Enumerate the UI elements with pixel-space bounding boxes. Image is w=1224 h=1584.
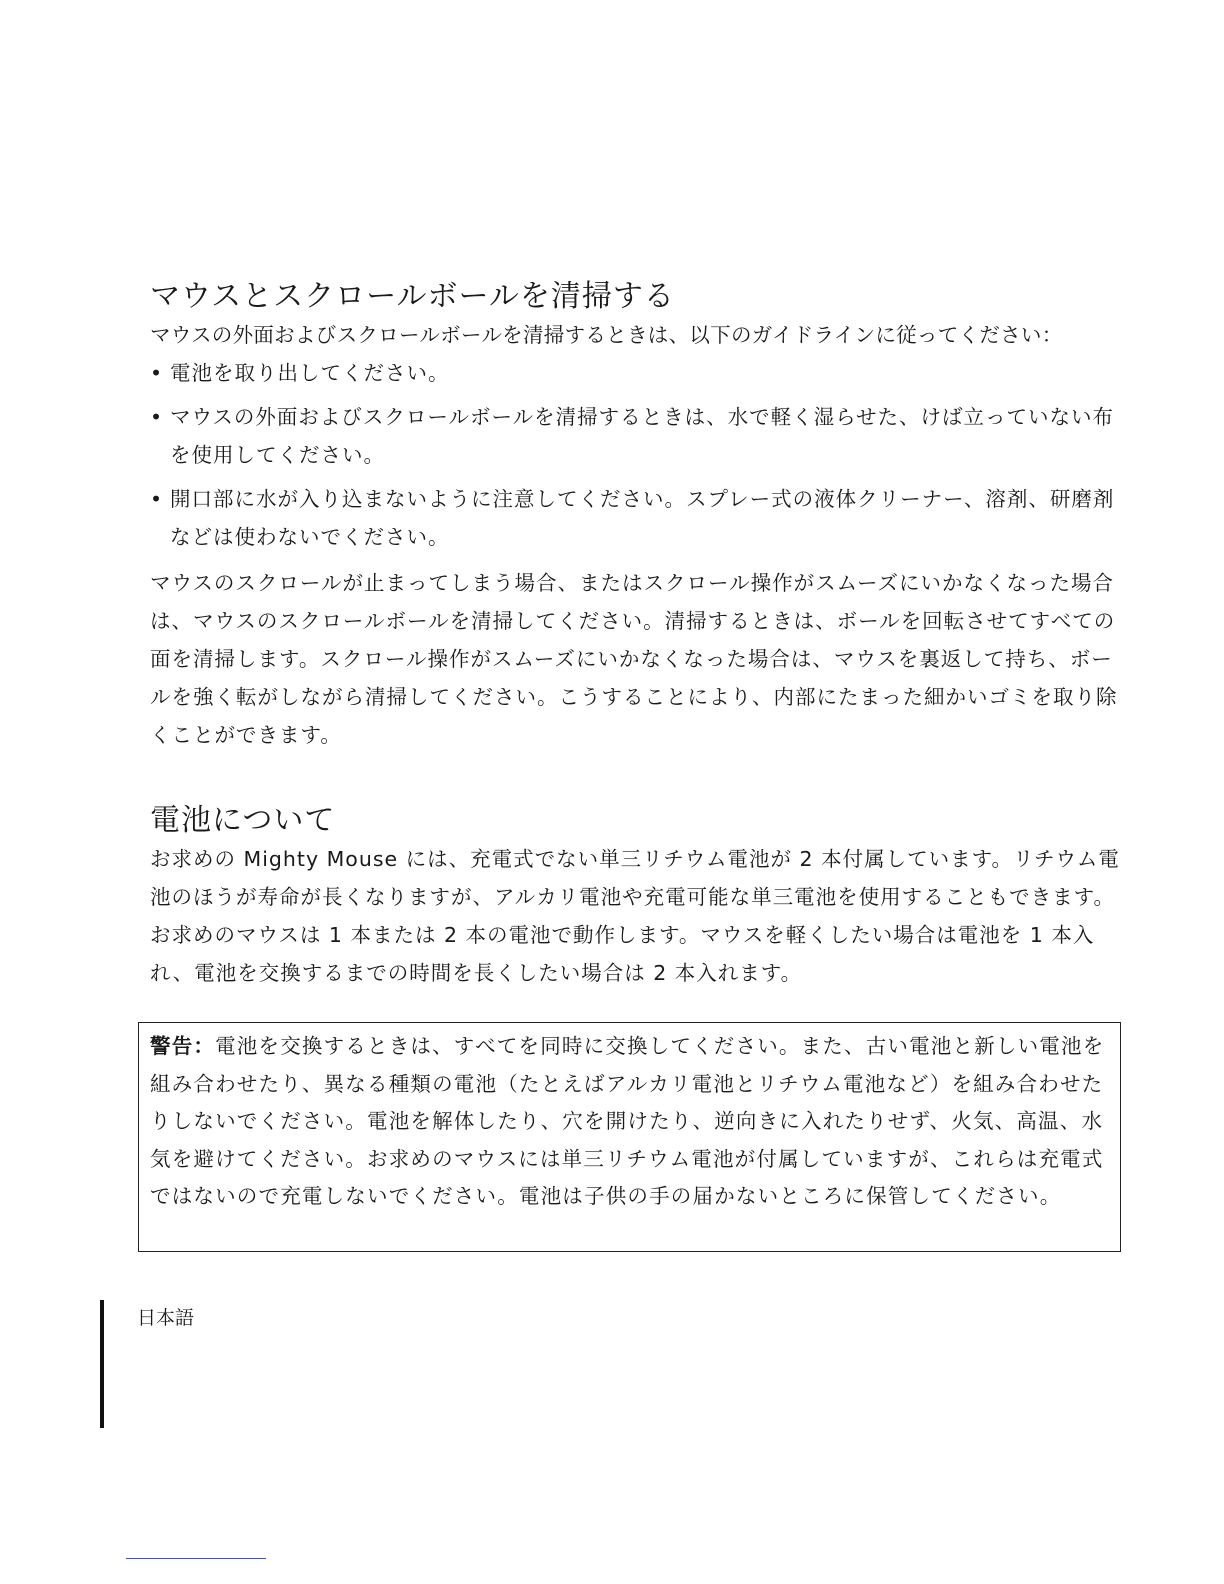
cleaning-guidelines-list <box>150 354 1125 556</box>
list-item <box>150 398 1125 474</box>
battery-paragraph: お求めの Mighty Mouse には、充電式でない単三リチウム電池が 2 本付属しています。リチウム電池のほうが寿命が長くなりますが、アルカリ電池や充電可能な単三電池を使用することもできます。お求めのマウスは 1 本または 2 本の電池で動作します。マウスを軽くしたい場合は電池を 1 本入れ、電池を交換するまでの時間を長くしたい場合は 2 本入れます。 <box>150 847 1120 985</box>
warning-text-block <box>150 1028 1108 1216</box>
footer-margin-bar <box>100 1300 104 1428</box>
cleaning-paragraph: マウスのスクロールが止まってしまう場合、またはスクロール操作がスムーズにいかなくなった場合は、マウスのスクロールボールを清掃してください。清掃するときは、ボールを回転させてすべての面を清掃します。スクロール操作がスムーズにいかなくなった場合は、マウスを裏返して持ち、ボールを強く転がしながら清掃してください。こうすることにより、内部にたまった細かいゴミを取り除くことができます。 <box>150 571 1118 747</box>
bullet-icon: • <box>150 361 164 385</box>
list-item <box>150 480 1125 556</box>
list-item <box>150 354 1125 392</box>
cleaning-intro: マウスの外面およびスクロールボールを清掃するときは、以下のガイドラインに従ってください： <box>150 323 1063 347</box>
bullet-icon: • <box>150 487 164 511</box>
footer-language-label: 日本語 <box>137 1307 195 1329</box>
page-content <box>150 278 1125 992</box>
warning-label: 警告： <box>150 1034 216 1058</box>
bottom-rule <box>126 1558 266 1559</box>
warning-text: 電池を交換するときは、すべてを同時に交換してください。また、古い電池と新しい電池を組み合わせたり、異なる種類の電池（たとえばアルカリ電池とリチウム電池など）を組み合わせたりしないでください。電池を解体したり、穴を開けたり、逆向きに入れたりせず、火気、高温、水気を避けてください。お求めのマウスには単三リチウム電池が付属していますが、これらは充電式ではないので充電しないでください。電池は子供の手の届かないところに保管してください。 <box>150 1034 1105 1208</box>
bullet-icon: • <box>150 405 164 429</box>
battery-section <box>150 802 1125 992</box>
warning-box <box>138 1022 1121 1252</box>
cleaning-heading: マウスとスクロールボールを清掃する <box>150 279 675 314</box>
battery-heading: 電池について <box>150 803 336 838</box>
list-item-text: 電池を取り出してください。 <box>170 361 450 385</box>
list-item-text: マウスの外面およびスクロールボールを清掃するときは、水で軽く湿らせた、けば立っていない布を使用してください。 <box>170 405 1114 467</box>
cleaning-section <box>150 278 1125 754</box>
list-item-text: 開口部に水が入り込まないように注意してください。スプレー式の液体クリーナー、溶剤、研磨剤などは使わないでください。 <box>170 487 1115 549</box>
